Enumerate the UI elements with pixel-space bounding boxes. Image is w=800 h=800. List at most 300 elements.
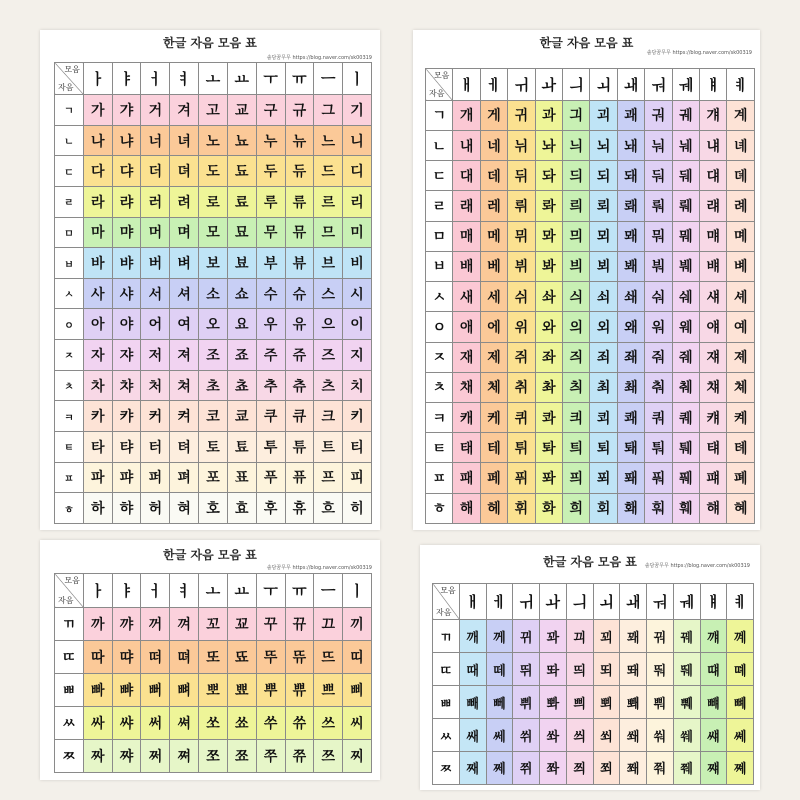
table-row — [55, 431, 372, 462]
syllable-cell: 채 — [453, 372, 480, 402]
syllable-table — [54, 573, 372, 773]
syllable-table — [54, 62, 372, 524]
syllable-cell: 퐈 — [535, 463, 562, 493]
syllable-cell: 꿰 — [673, 620, 700, 653]
syllable-cell: 구 — [256, 95, 285, 126]
syllable-cell: 오 — [199, 309, 228, 340]
syllable-cell: 즈 — [314, 340, 343, 371]
syllable-cell: 쐬 — [593, 719, 620, 752]
vowel-header: ㅗ — [199, 63, 228, 95]
syllable-cell: 쉬 — [508, 282, 535, 312]
consonant-header: ㅉ — [433, 751, 460, 784]
sheet-source: 솔담꿈무무 https://blog.naver.com/sk00319 — [644, 563, 750, 569]
vowel-header: ㅢ — [566, 584, 593, 620]
header-row — [55, 63, 372, 95]
syllable-cell: 푀 — [590, 463, 617, 493]
syllable-cell: 냐 — [112, 125, 141, 156]
syllable-cell: 뫄 — [535, 221, 562, 251]
consonant-header: ㅎ — [426, 493, 453, 523]
consonant-header: ㅋ — [426, 403, 453, 433]
syllable-cell: 카 — [83, 401, 112, 432]
syllable-cell: 괘 — [617, 100, 644, 130]
table-row — [426, 282, 755, 312]
syllable-cell: 뿌 — [256, 674, 285, 707]
syllable-cell: 껴 — [170, 608, 199, 641]
syllable-cell: 꾀 — [593, 620, 620, 653]
syllable-cell: 쓔 — [285, 707, 314, 740]
syllable-cell: 솨 — [535, 282, 562, 312]
syllable-cell: 쪼 — [199, 740, 228, 773]
syllable-cell: 놔 — [535, 130, 562, 160]
syllable-cell: 테 — [480, 433, 507, 463]
table-row — [426, 433, 755, 463]
syllable-cell: 턔 — [700, 433, 727, 463]
syllable-cell: 뛔 — [673, 653, 700, 686]
syllable-cell: 퓌 — [508, 463, 535, 493]
syllable-cell: 쿄 — [227, 401, 256, 432]
consonant-header: ㅎ — [55, 493, 84, 524]
syllable-cell: 져 — [170, 340, 199, 371]
syllable-cell: 쓰 — [314, 707, 343, 740]
sheet-source: 솔담꿈무무 https://blog.naver.com/sk00319 — [646, 50, 752, 56]
table-row — [55, 125, 372, 156]
syllable-cell: 쐐 — [620, 719, 647, 752]
syllable-cell: 도 — [199, 156, 228, 187]
syllable-cell: 료 — [227, 186, 256, 217]
table-row — [426, 251, 755, 281]
syllable-cell: 싀 — [563, 282, 590, 312]
syllable-cell: 먀 — [112, 217, 141, 248]
syllable-cell: 좌 — [535, 342, 562, 372]
syllable-cell: 두 — [256, 156, 285, 187]
syllable-cell: 뼈 — [170, 674, 199, 707]
table-row — [433, 751, 754, 784]
syllable-cell: 르 — [314, 186, 343, 217]
syllable-cell: 뢔 — [617, 191, 644, 221]
syllable-cell: 햐 — [112, 493, 141, 524]
syllable-cell: 뗘 — [170, 641, 199, 674]
syllable-cell: 댜 — [112, 156, 141, 187]
vowel-header: ㅠ — [285, 63, 314, 95]
syllable-cell: 째 — [459, 751, 486, 784]
syllable-cell: 매 — [453, 221, 480, 251]
syllable-cell: 교 — [227, 95, 256, 126]
syllable-cell: 포 — [199, 462, 228, 493]
syllable-cell: 외 — [590, 312, 617, 342]
syllable-cell: 계 — [727, 100, 755, 130]
syllable-cell: 쏘 — [199, 707, 228, 740]
syllable-cell: 뽀 — [199, 674, 228, 707]
syllable-cell: 뻬 — [486, 686, 513, 719]
syllable-cell: 리 — [343, 186, 372, 217]
syllable-cell: 뤄 — [645, 191, 672, 221]
header-row — [426, 69, 755, 101]
corner-cell — [55, 63, 84, 95]
table-row — [55, 740, 372, 773]
syllable-cell: 촤 — [535, 372, 562, 402]
syllable-cell: 궈 — [645, 100, 672, 130]
vowel-header: ㅏ — [83, 63, 112, 95]
syllable-cell: 무 — [256, 217, 285, 248]
table-row — [55, 278, 372, 309]
syllable-cell: 이 — [343, 309, 372, 340]
table-row — [426, 493, 755, 523]
syllable-cell: 자 — [83, 340, 112, 371]
corner-consonant-label: 자음 — [436, 608, 452, 618]
syllable-cell: 떄 — [700, 653, 727, 686]
consonant-header: ㄴ — [426, 130, 453, 160]
vowel-header: ㅙ — [620, 584, 647, 620]
syllable-cell: 퇘 — [617, 433, 644, 463]
syllable-cell: 위 — [508, 312, 535, 342]
syllable-cell: 쁴 — [566, 686, 593, 719]
consonant-header: ㅂ — [55, 248, 84, 279]
syllable-cell: 뀨 — [285, 608, 314, 641]
syllable-cell: 빼 — [459, 686, 486, 719]
syllable-cell: 꺠 — [700, 620, 727, 653]
syllable-cell: 줴 — [672, 342, 699, 372]
syllable-cell: 긔 — [563, 100, 590, 130]
syllable-cell: 배 — [453, 251, 480, 281]
syllable-cell: 호 — [199, 493, 228, 524]
syllable-cell: 쫴 — [620, 751, 647, 784]
corner-consonant-label: 자음 — [58, 596, 74, 606]
syllable-cell: 프 — [314, 462, 343, 493]
syllable-cell: 꿔 — [647, 620, 674, 653]
syllable-cell: 쬬 — [227, 740, 256, 773]
sheet-title: 한글 자음 모음 표 — [539, 36, 634, 50]
consonant-header: ㄹ — [55, 186, 84, 217]
consonant-header: ㅋ — [55, 401, 84, 432]
syllable-cell: 쀄 — [673, 686, 700, 719]
syllable-cell: 미 — [343, 217, 372, 248]
table-row — [426, 161, 755, 191]
syllable-cell: 끄 — [314, 608, 343, 641]
syllable-cell: 쨔 — [112, 740, 141, 773]
syllable-cell: 가 — [83, 95, 112, 126]
syllable-cell: 휴 — [285, 493, 314, 524]
syllable-table — [432, 583, 754, 785]
syllable-cell: 뺘 — [112, 674, 141, 707]
syllable-cell: 끼 — [343, 608, 372, 641]
syllable-cell: 서 — [141, 278, 170, 309]
syllable-cell: 바 — [83, 248, 112, 279]
syllable-cell: 혀 — [170, 493, 199, 524]
vowel-header: ㅔ — [486, 584, 513, 620]
syllable-cell: 그 — [314, 95, 343, 126]
syllable-cell: 쾌 — [617, 403, 644, 433]
syllable-cell: 누 — [256, 125, 285, 156]
vowel-header: ㅡ — [314, 63, 343, 95]
syllable-cell: 쒀 — [647, 719, 674, 752]
syllable-cell: 꽈 — [540, 620, 567, 653]
syllable-cell: 쳬 — [727, 372, 755, 402]
syllable-cell: 조 — [199, 340, 228, 371]
syllable-cell: 효 — [227, 493, 256, 524]
syllable-cell: 하 — [83, 493, 112, 524]
table-row — [55, 340, 372, 371]
table-row — [426, 130, 755, 160]
syllable-cell: 뾰 — [227, 674, 256, 707]
syllable-cell: 드 — [314, 156, 343, 187]
corner-consonant-label: 자음 — [429, 88, 445, 98]
syllable-cell: 끠 — [566, 620, 593, 653]
syllable-cell: 뼤 — [727, 686, 754, 719]
syllable-cell: 뭬 — [672, 221, 699, 251]
table-row — [55, 462, 372, 493]
syllable-cell: 걔 — [700, 100, 727, 130]
vowel-header: ㅠ — [285, 574, 314, 608]
syllable-cell: 폐 — [727, 463, 755, 493]
syllable-cell: 뷰 — [285, 248, 314, 279]
syllable-cell: 다 — [83, 156, 112, 187]
syllable-cell: 슈 — [285, 278, 314, 309]
syllable-cell: 쥬 — [285, 340, 314, 371]
syllable-cell: 쯔 — [314, 740, 343, 773]
syllable-cell: 너 — [141, 125, 170, 156]
consonant-header: ㅇ — [426, 312, 453, 342]
vowel-header: ㅔ — [480, 69, 507, 101]
vowel-header: ㅡ — [314, 574, 343, 608]
header-row — [433, 584, 754, 620]
syllable-cell: 뙤 — [593, 653, 620, 686]
syllable-cell: 짜 — [83, 740, 112, 773]
syllable-cell: 비 — [343, 248, 372, 279]
syllable-cell: 화 — [535, 493, 562, 523]
syllable-cell: 귀 — [508, 100, 535, 130]
syllable-cell: 파 — [83, 462, 112, 493]
syllable-cell: 타 — [83, 431, 112, 462]
corner-consonant-label: 자음 — [58, 83, 74, 93]
syllable-cell: 뜨 — [314, 641, 343, 674]
syllable-cell: 내 — [453, 130, 480, 160]
syllable-cell: 훼 — [672, 493, 699, 523]
table-row — [426, 403, 755, 433]
syllable-cell: 체 — [480, 372, 507, 402]
table-row — [55, 217, 372, 248]
syllable-cell: 췌 — [672, 372, 699, 402]
syllable-cell: 저 — [141, 340, 170, 371]
syllable-cell: 겨 — [170, 95, 199, 126]
syllable-cell: 대 — [453, 161, 480, 191]
vowel-header: ㅣ — [343, 574, 372, 608]
sheet-title: 한글 자음 모음 표 — [543, 555, 637, 569]
syllable-cell: 놰 — [617, 130, 644, 160]
syllable-cell: 튀 — [508, 433, 535, 463]
syllable-cell: 됴 — [227, 156, 256, 187]
consonant-header: ㅆ — [433, 719, 460, 752]
syllable-cell: 어 — [141, 309, 170, 340]
syllable-cell: 페 — [480, 463, 507, 493]
syllable-cell: 졔 — [727, 342, 755, 372]
table-row — [426, 342, 755, 372]
syllable-cell: 요 — [227, 309, 256, 340]
syllable-cell: 퀴 — [508, 403, 535, 433]
syllable-cell: 커 — [141, 401, 170, 432]
vowel-header: ㅟ — [508, 69, 535, 101]
syllable-cell: 부 — [256, 248, 285, 279]
consonant-header: ㅌ — [55, 431, 84, 462]
syllable-cell: 뚜 — [256, 641, 285, 674]
syllable-cell: 몌 — [727, 221, 755, 251]
syllable-cell: 쉐 — [672, 282, 699, 312]
chart-sheet-double-consonants — [40, 540, 380, 780]
syllable-cell: 깨 — [459, 620, 486, 653]
syllable-cell: 쿠 — [256, 401, 285, 432]
syllable-cell: 까 — [83, 608, 112, 641]
syllable-cell: 해 — [453, 493, 480, 523]
syllable-cell: 댸 — [700, 161, 727, 191]
table-row — [55, 401, 372, 432]
syllable-cell: 희 — [563, 493, 590, 523]
vowel-header: ㅝ — [645, 69, 672, 101]
syllable-cell: 처 — [141, 370, 170, 401]
syllable-cell: 쟈 — [112, 340, 141, 371]
syllable-cell: 뫼 — [590, 221, 617, 251]
syllable-cell: 새 — [453, 282, 480, 312]
syllable-cell: 뭐 — [645, 221, 672, 251]
corner-vowel-label: 모음 — [64, 576, 80, 585]
corner-cell — [426, 69, 453, 101]
syllable-cell: 죄 — [590, 342, 617, 372]
syllable-cell: 쎄 — [486, 719, 513, 752]
syllable-cell: 허 — [141, 493, 170, 524]
syllable-cell: 쿼 — [645, 403, 672, 433]
syllable-cell: 떼 — [486, 653, 513, 686]
syllable-cell: 머 — [141, 217, 170, 248]
syllable-cell: 똬 — [540, 653, 567, 686]
syllable-cell: 뽸 — [620, 686, 647, 719]
syllable-cell: 쩨 — [486, 751, 513, 784]
table-row — [55, 493, 372, 524]
syllable-cell: 켸 — [727, 403, 755, 433]
syllable-cell: 땨 — [112, 641, 141, 674]
syllable-cell: 뎌 — [170, 156, 199, 187]
syllable-cell: 쁘 — [314, 674, 343, 707]
syllable-cell: 섀 — [700, 282, 727, 312]
syllable-cell: 마 — [83, 217, 112, 248]
syllable-cell: 며 — [170, 217, 199, 248]
syllable-cell: 픠 — [563, 463, 590, 493]
syllable-cell: 녜 — [727, 130, 755, 160]
syllable-cell: 럐 — [700, 191, 727, 221]
syllable-cell: 쇠 — [590, 282, 617, 312]
syllable-cell: 으 — [314, 309, 343, 340]
consonant-header: ㅉ — [55, 740, 84, 773]
syllable-cell: 쮀 — [673, 751, 700, 784]
consonant-header: ㄴ — [55, 125, 84, 156]
table-row — [426, 463, 755, 493]
syllable-cell: 께 — [486, 620, 513, 653]
syllable-cell: 차 — [83, 370, 112, 401]
syllable-cell: 듸 — [563, 161, 590, 191]
syllable-cell: 홰 — [617, 493, 644, 523]
syllable-cell: 쎼 — [727, 719, 754, 752]
syllable-cell: 쏴 — [540, 719, 567, 752]
syllable-cell: 최 — [590, 372, 617, 402]
syllable-cell: 쇼 — [227, 278, 256, 309]
vowel-header: ㅗ — [199, 574, 228, 608]
consonant-header: ㄸ — [433, 653, 460, 686]
vowel-header: ㅞ — [673, 584, 700, 620]
syllable-cell: 붸 — [672, 251, 699, 281]
syllable-cell: 뚸 — [647, 653, 674, 686]
syllable-cell: 뺴 — [700, 686, 727, 719]
vowel-header: ㅛ — [227, 574, 256, 608]
syllable-cell: 후 — [256, 493, 285, 524]
syllable-cell: 쑤 — [256, 707, 285, 740]
consonant-header: ㄱ — [426, 100, 453, 130]
vowel-header: ㅘ — [540, 584, 567, 620]
syllable-cell: 뻐 — [141, 674, 170, 707]
table-row — [426, 221, 755, 251]
syllable-cell: 퍠 — [700, 463, 727, 493]
syllable-cell: 쥐 — [508, 342, 535, 372]
syllable-cell: 붜 — [645, 251, 672, 281]
syllable-cell: 쯰 — [566, 751, 593, 784]
syllable-cell: 브 — [314, 248, 343, 279]
chart-sheet-double-consonants-compound — [420, 545, 760, 790]
table-row — [55, 370, 372, 401]
syllable-cell: 소 — [199, 278, 228, 309]
syllable-cell: 롸 — [535, 191, 562, 221]
syllable-cell: 아 — [83, 309, 112, 340]
syllable-cell: 패 — [453, 463, 480, 493]
vowel-header: ㅏ — [83, 574, 112, 608]
syllable-cell: 티 — [343, 431, 372, 462]
syllable-cell: 래 — [453, 191, 480, 221]
syllable-cell: 애 — [453, 312, 480, 342]
syllable-cell: 푸 — [256, 462, 285, 493]
syllable-cell: 뾔 — [593, 686, 620, 719]
vowel-header: ㅛ — [227, 63, 256, 95]
syllable-cell: 쮜 — [513, 751, 540, 784]
syllable-cell: 뚀 — [227, 641, 256, 674]
sheet-source: 솔담꿈무무 https://blog.naver.com/sk00319 — [266, 565, 372, 571]
syllable-cell: 쌔 — [459, 719, 486, 752]
syllable-cell: 네 — [480, 130, 507, 160]
vowel-header: ㅜ — [256, 63, 285, 95]
syllable-cell: 퀘 — [672, 403, 699, 433]
syllable-cell: 괴 — [590, 100, 617, 130]
syllable-cell: 탸 — [112, 431, 141, 462]
syllable-cell: 데 — [480, 161, 507, 191]
syllable-cell: 로 — [199, 186, 228, 217]
syllable-cell: 퉈 — [645, 433, 672, 463]
table-row — [433, 653, 754, 686]
syllable-cell: 사 — [83, 278, 112, 309]
syllable-cell: 되 — [590, 161, 617, 191]
syllable-cell: 야 — [112, 309, 141, 340]
syllable-cell: 뤠 — [672, 191, 699, 221]
consonant-header: ㅍ — [55, 462, 84, 493]
syllable-cell: 꼐 — [727, 620, 754, 653]
table-row — [55, 95, 372, 126]
syllable-cell: 노 — [199, 125, 228, 156]
vowel-header: ㅟ — [513, 584, 540, 620]
syllable-cell: 챠 — [112, 370, 141, 401]
syllable-cell: 쒜 — [673, 719, 700, 752]
syllable-cell: 츼 — [563, 372, 590, 402]
syllable-cell: 쩌 — [141, 740, 170, 773]
syllable-cell: 꽤 — [620, 620, 647, 653]
syllable-cell: 얘 — [700, 312, 727, 342]
vowel-header: ㅚ — [593, 584, 620, 620]
syllable-cell: 퓨 — [285, 462, 314, 493]
vowel-header: ㅜ — [256, 574, 285, 608]
consonant-header: ㄲ — [433, 620, 460, 653]
syllable-cell: 줘 — [645, 342, 672, 372]
